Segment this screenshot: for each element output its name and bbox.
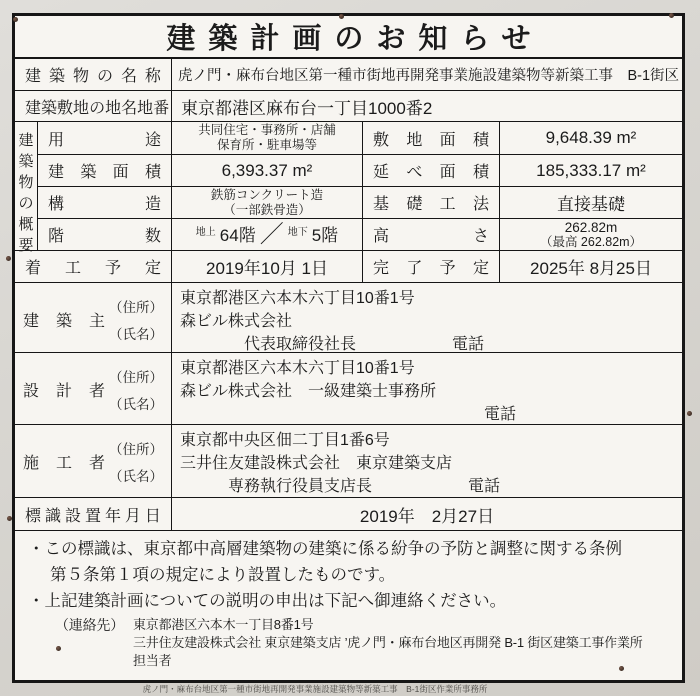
use-line-1: 共同住宅・事務所・店舗 bbox=[198, 123, 336, 137]
contact-line-1: 東京都港区六本木一丁目8番1号 bbox=[133, 617, 314, 632]
designer-label: 設 計 者 bbox=[23, 383, 105, 400]
designer-line-3: 電話 bbox=[180, 406, 517, 423]
note-line-2: 第５条第１項の規定により設置したものです。 bbox=[50, 566, 396, 584]
owner-value bbox=[172, 283, 682, 356]
floors-above-value: 64階 bbox=[219, 226, 256, 245]
sign-title: 建築計画のお知らせ bbox=[15, 16, 682, 59]
structure-line-2: （一部鉄骨造） bbox=[223, 202, 311, 217]
notice-sign-board bbox=[12, 13, 685, 683]
screw-icon bbox=[7, 516, 12, 521]
screw-icon bbox=[56, 646, 61, 651]
site-area-value: 9,648.39 m² bbox=[545, 128, 637, 147]
site-address-label: 建 築 敷 地 の 地 名 地 番 bbox=[15, 91, 172, 121]
total-floor-area-value: 185,333.17 m² bbox=[500, 154, 682, 186]
owner-line-1: 東京都港区六本木六丁目10番1号 bbox=[180, 290, 415, 307]
note-line-1: ・この標識は、東京都中高層建築物の建築に係る紛争の予防と調整に関する条例 bbox=[28, 540, 622, 558]
floors-slash: ／ bbox=[259, 220, 284, 248]
designer-tags bbox=[105, 357, 163, 422]
building-overview-vertical-label: 建 築 物 の 概 要 bbox=[15, 122, 38, 250]
owner-line-3: 代表取締役社長 電話 bbox=[180, 336, 485, 353]
owner-label: 建 築 主 bbox=[23, 313, 105, 330]
screw-icon bbox=[13, 17, 18, 22]
site-address-value: 東京都港区麻布台一丁目1000番2 bbox=[181, 98, 433, 118]
construction-end-value: 2025年 8月25日 bbox=[530, 259, 652, 278]
building-name-label: 建 築 物 の 名 称 bbox=[15, 59, 172, 90]
contractor-tags bbox=[105, 429, 163, 494]
screw-icon bbox=[6, 256, 11, 261]
building-overview-section bbox=[15, 122, 682, 254]
floors-label: 階 数 bbox=[38, 218, 172, 250]
building-area-label: 建 築 面 積 bbox=[38, 154, 172, 186]
notes-section bbox=[15, 531, 682, 670]
owner-label-cell bbox=[15, 283, 172, 356]
floors-below-value: 5階 bbox=[311, 226, 339, 245]
site-area-label: 敷 地 面 積 bbox=[363, 122, 500, 154]
designer-address-tag: （住所） bbox=[109, 370, 163, 385]
owner-name-tag: （氏名） bbox=[109, 327, 163, 342]
height-value bbox=[500, 218, 682, 250]
screw-icon bbox=[619, 666, 624, 671]
screw-icon bbox=[339, 14, 344, 19]
contractor-value bbox=[172, 425, 682, 498]
schedule-row bbox=[15, 251, 682, 283]
sign-date-value: 2019年 2月27日 bbox=[359, 506, 495, 526]
structure-value bbox=[172, 186, 363, 218]
contractor-label: 施 工 者 bbox=[23, 455, 105, 472]
contractor-address-tag: （住所） bbox=[109, 442, 163, 457]
construction-end-label: 完 了 予 定 bbox=[363, 251, 500, 282]
sign-date-row bbox=[15, 498, 682, 531]
structure-line-1: 鉄筋コンクリート造 bbox=[210, 187, 324, 202]
note-line-3: ・上記建築計画についての説明の申出は下記へ御連絡ください。 bbox=[28, 592, 507, 610]
contractor-line-1: 東京都中央区佃二丁目1番6号 bbox=[180, 432, 390, 449]
contractor-line-3: 専務執行役員支店長 電話 bbox=[180, 478, 501, 495]
building-area-value: 6,393.37 m² bbox=[172, 154, 363, 186]
structure-label: 構 造 bbox=[38, 186, 172, 218]
sign-date-label: 標 識 設 置 年 月 日 bbox=[15, 498, 172, 530]
height-line-2: （最高 262.82m） bbox=[539, 234, 643, 249]
total-floor-area-label: 延 べ 面 積 bbox=[363, 154, 500, 186]
floors-value bbox=[172, 218, 363, 250]
designer-label-cell bbox=[15, 353, 172, 426]
designer-line-2: 森ビル株式会社 一級建築士事務所 bbox=[180, 383, 437, 400]
contact-lines bbox=[133, 616, 669, 670]
building-name-row bbox=[15, 59, 682, 91]
contractor-line-2: 三井住友建設株式会社 東京建築支店 bbox=[180, 455, 453, 472]
floors-above-tag: 地上 bbox=[195, 227, 216, 238]
contractor-row bbox=[15, 425, 682, 498]
owner-row bbox=[15, 283, 682, 353]
screw-icon bbox=[687, 411, 692, 416]
height-label: 高 さ bbox=[363, 218, 500, 250]
designer-value bbox=[172, 353, 682, 426]
foundation-label: 基 礎 工 法 bbox=[363, 186, 500, 218]
photo-caption: 虎ノ門・麻布台地区第一種市街地再開発事業施設建築物等新築工事 B-1街区作業所事務所 bbox=[142, 684, 488, 694]
owner-tags bbox=[105, 287, 163, 352]
contractor-label-cell bbox=[15, 425, 172, 498]
use-label: 用 途 bbox=[38, 122, 172, 154]
height-line-1: 262.82m bbox=[564, 219, 618, 235]
designer-row bbox=[15, 353, 682, 425]
use-value bbox=[172, 122, 363, 154]
building-name-value: 虎ノ門・麻布台地区第一種市街地再開発事業施設建築物等新築工事 B-1街区 bbox=[178, 68, 680, 84]
contact-tag: （連絡先） bbox=[55, 617, 124, 633]
site-address-row bbox=[15, 91, 682, 122]
contact-line-3: 担当者 bbox=[133, 653, 172, 668]
construction-start-label: 着 工 予 定 bbox=[15, 251, 172, 282]
designer-line-1: 東京都港区六本木六丁目10番1号 bbox=[180, 360, 415, 377]
foundation-value: 直接基礎 bbox=[500, 186, 682, 218]
contact-block bbox=[28, 616, 669, 670]
designer-name-tag: （氏名） bbox=[109, 397, 163, 412]
screw-icon bbox=[669, 13, 674, 18]
contractor-name-tag: （氏名） bbox=[109, 469, 163, 484]
construction-start-value: 2019年10月 1日 bbox=[172, 251, 363, 282]
owner-line-2: 森ビル株式会社 bbox=[180, 313, 293, 330]
use-line-2: 保育所・駐車場等 bbox=[216, 138, 317, 152]
floors-below-tag: 地下 bbox=[287, 227, 308, 238]
owner-address-tag: （住所） bbox=[109, 300, 163, 315]
contact-line-2: 三井住友建設株式会社 東京建築支店 ’虎ノ門・麻布台地区再開発 B-1 街区建築工事作業所 bbox=[133, 635, 643, 650]
